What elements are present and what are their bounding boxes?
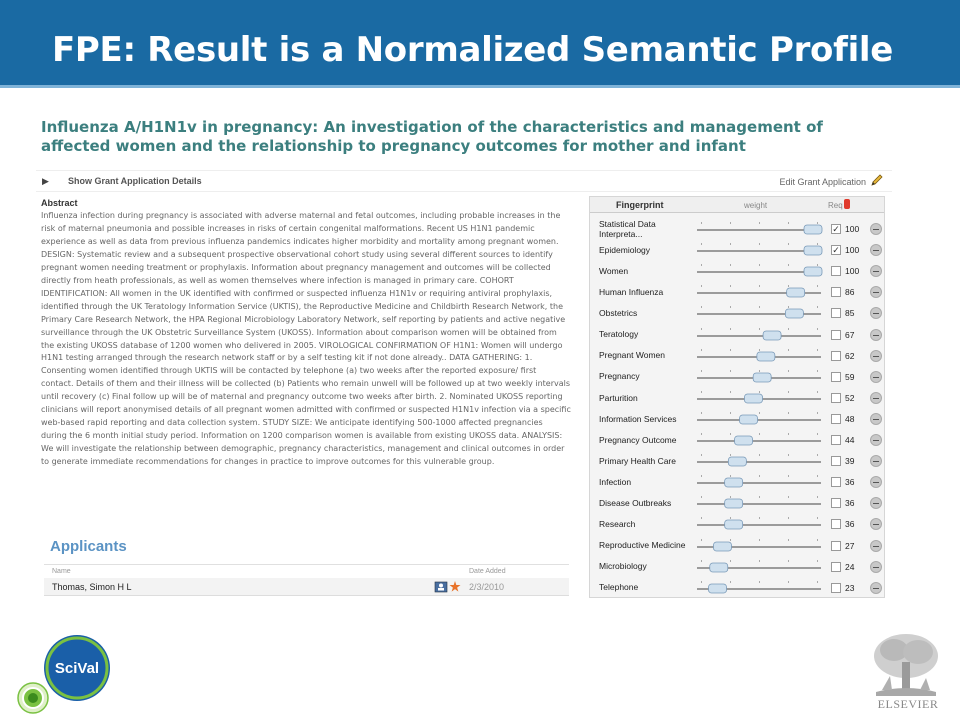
remove-term-icon[interactable] [870, 392, 882, 404]
required-checkbox[interactable] [831, 287, 841, 297]
slider-tick [701, 560, 702, 562]
slider-tick [817, 581, 818, 583]
fingerprint-row [590, 325, 884, 346]
required-checkbox[interactable]: ✓ [832, 245, 840, 256]
slider-tick [701, 285, 702, 287]
fingerprint-weight-value: 36 [845, 498, 855, 509]
slider-tick [788, 264, 789, 266]
edit-grant-link[interactable]: Edit Grant Application [779, 177, 866, 187]
slider-tick [701, 370, 702, 372]
slider-tick [701, 454, 702, 456]
slider-tick [701, 264, 702, 266]
remove-term-icon[interactable] [870, 413, 882, 425]
slider-tick [759, 306, 760, 308]
slider-tick [730, 243, 731, 245]
slider-handle [804, 267, 822, 276]
fingerprint-row [590, 451, 884, 472]
remove-term-icon[interactable] [870, 476, 882, 488]
scival-logo [17, 632, 113, 716]
slider-handle [804, 225, 822, 234]
slider-tick [759, 328, 760, 330]
slider-tick [788, 412, 789, 414]
slider-tick [730, 391, 731, 393]
slider-tick [730, 412, 731, 414]
weight-slider[interactable] [693, 391, 825, 405]
fingerprint-weight-value: 62 [845, 350, 855, 361]
slider-tick [759, 433, 760, 435]
fingerprint-row [590, 409, 884, 430]
slider-handle [787, 288, 805, 297]
fingerprint-term-label: Pregnancy [599, 371, 640, 382]
remove-term-icon[interactable] [870, 455, 882, 467]
weight-slider[interactable] [693, 475, 825, 489]
grant-title: Influenza A/H1N1v in pregnancy: An investigation of the characteristics and management of affected women and the relationship to pregnancy outcomes for mother and infant [41, 118, 823, 155]
slider-tick [788, 285, 789, 287]
remove-term-icon[interactable] [870, 307, 882, 319]
fingerprint-row [590, 388, 884, 409]
slider-tick [817, 264, 818, 266]
remove-term-icon[interactable] [870, 223, 882, 235]
fingerprint-row [590, 430, 884, 451]
slider-tick [759, 475, 760, 477]
slider-tick [788, 243, 789, 245]
fingerprint-term-label: Pregnant Women [599, 350, 665, 361]
profile-card-icon [435, 582, 447, 592]
fingerprint-term-label: Human Influenza [599, 287, 664, 298]
slider-tick [759, 412, 760, 414]
slider-handle [710, 563, 728, 572]
elsevier-wordmark: ELSEVIER [877, 697, 939, 711]
slider-tick [759, 560, 760, 562]
fingerprint-term-label: Information Services [599, 413, 677, 424]
slider-tick [730, 222, 731, 224]
applicants-table [44, 564, 569, 592]
fingerprint-row [590, 261, 884, 282]
slider-tick [759, 391, 760, 393]
slider-tick [759, 496, 760, 498]
fingerprint-weight-value: 67 [845, 329, 855, 340]
slider-handle [753, 373, 771, 382]
fingerprint-weight-value: 100 [845, 266, 860, 277]
applicant-date-added: 2/3/2010 [469, 582, 505, 592]
fingerprint-term-label: Infection [599, 476, 632, 487]
slider-tick [701, 306, 702, 308]
slider-tick [730, 475, 731, 477]
weight-slider[interactable] [693, 222, 825, 236]
slider-tick [817, 285, 818, 287]
required-checkbox[interactable] [831, 351, 841, 361]
slider-tick [788, 370, 789, 372]
slider-tick [817, 433, 818, 435]
slide-title: FPE: Result is a Normalized Semantic Profile [52, 30, 894, 70]
slider-handle [709, 584, 727, 593]
slider-handle [744, 394, 762, 403]
slider-tick [730, 285, 731, 287]
slider-track [697, 419, 821, 421]
fingerprint-header [590, 197, 884, 213]
slider-tick [788, 306, 789, 308]
fingerprint-term-label: Reproductive Medicine [599, 540, 686, 551]
remove-term-icon[interactable] [870, 350, 882, 362]
fingerprint-term-label: Women [599, 265, 629, 276]
weight-slider[interactable] [693, 264, 825, 278]
slider-handle [725, 499, 743, 508]
required-checkbox[interactable]: ✓ [832, 224, 840, 234]
slider-tick [701, 222, 702, 224]
fingerprint-weight-value: 24 [845, 561, 855, 572]
slider-tick [701, 328, 702, 330]
weight-column-label: weight [744, 201, 768, 210]
fingerprint-term-label: Primary Health Care [599, 455, 676, 466]
slider-track [697, 503, 821, 505]
slider-tick [817, 454, 818, 456]
slider-tick [701, 517, 702, 519]
required-checkbox[interactable] [831, 456, 841, 466]
slider-tick [759, 285, 760, 287]
fingerprint-row [590, 303, 884, 324]
remove-term-icon[interactable] [870, 540, 882, 552]
slider-handle [725, 478, 743, 487]
fingerprint-weight-value: 48 [845, 413, 855, 424]
remove-term-icon[interactable] [870, 286, 882, 298]
fingerprint-row [590, 282, 884, 303]
weight-slider[interactable] [693, 370, 825, 384]
slider-tick [817, 370, 818, 372]
required-checkbox[interactable] [831, 477, 841, 487]
slider-track [697, 335, 821, 337]
remove-term-icon[interactable] [870, 244, 882, 256]
slider-tick [817, 243, 818, 245]
fingerprint-term-label: Parturition [599, 392, 638, 403]
slider-tick [701, 349, 702, 351]
remove-term-icon[interactable] [870, 434, 882, 446]
required-checkbox[interactable] [831, 414, 841, 424]
applicants-heading: Applicants [50, 538, 127, 555]
fingerprint-term-label: Research [599, 519, 636, 530]
slider-tick [730, 560, 731, 562]
slider-tick [730, 517, 731, 519]
slider-tick [730, 370, 731, 372]
slider-tick [817, 496, 818, 498]
slider-handle [713, 542, 731, 551]
slider-tick [759, 539, 760, 541]
slider-handle [785, 309, 803, 318]
weight-slider[interactable] [693, 454, 825, 468]
slider-tick [701, 581, 702, 583]
slider-track [697, 271, 821, 273]
fingerprint-weight-value: 59 [845, 371, 855, 382]
weight-slider[interactable] [693, 243, 825, 257]
slider-tick [788, 581, 789, 583]
slider-tick [788, 517, 789, 519]
applicant-row[interactable] [44, 578, 569, 596]
abstract-heading: Abstract [41, 198, 78, 208]
slider-tick [788, 560, 789, 562]
grant-screenshot [36, 114, 894, 600]
slider-tick [730, 454, 731, 456]
slider-tick [788, 328, 789, 330]
slider-handle [728, 457, 746, 466]
slider-tick [701, 412, 702, 414]
remove-term-icon[interactable] [870, 582, 882, 594]
required-checkbox[interactable] [831, 308, 841, 318]
required-marker-icon [844, 199, 850, 209]
required-checkbox[interactable] [831, 266, 841, 276]
remove-term-icon[interactable] [870, 497, 882, 509]
slide-header [0, 0, 960, 88]
slider-tick [759, 454, 760, 456]
fingerprint-term-label: Telephone [599, 582, 639, 593]
weight-slider[interactable] [693, 496, 825, 510]
slider-tick [817, 349, 818, 351]
fingerprint-term-label: Microbiology [599, 561, 647, 572]
fingerprint-row [590, 493, 884, 514]
slider-tick [730, 349, 731, 351]
slider-tick [730, 496, 731, 498]
show-details-link[interactable]: Show Grant Application Details [68, 176, 202, 186]
fingerprint-term-label: Disease Outbreaks [599, 498, 672, 509]
fingerprint-term-label: Pregnancy Outcome [599, 434, 677, 445]
slider-tick [817, 391, 818, 393]
slider-tick [759, 581, 760, 583]
remove-term-icon[interactable] [870, 561, 882, 573]
fingerprint-weight-value: 100 [845, 224, 860, 234]
abstract-text: Influenza infection during pregnancy is associated with adverse maternal and fetal outcomes, including probable increases in the risk of maternal pneumonia and possible increases in risks of certain congenital malformations. Recent US H1N1 pandemic experience as well as data from previous influenza pandemics indicates higher morbidity and mortality among pregnant women. DESIGN: Systematic review and a subsequent prospective observational cohort study using several different sources to identify pregnant women needing treatment or prophylaxis. Information about pregnancy management and outcomes will be collected directly from heath professionals, as well as women themselves where infection is managed in primary care. COHORT IDENTIFICATION: All women in the UK identified with confirmed or suspected influenza H1N1v or requiring antiviral prophylaxis, identified through the UK Teratology Information Service (UKTIS), the Reproductive Medicine and Childbirth Research Network, the Primary Care Research Network, the HPA Regional Microbiology Laboratory Network, self reporting by patients and active negative surveillance through the UK Obstetric Surveillance System (UKOSS). Information about comparison women will be obtained from the existing UKOSS database of 1200 women who delivered in 2005. VIROLOGICAL CONFIRMATION OF H1N1: Women will undergo H1N1 testing arranged through the research network staff or by a self testing kit if not done already.. DATA GATHERING: 1. Consenting women identified through UKTIS will be contacted by telephone (a) two weeks after the reported exposure/ first contact. Details of them and their illness will be collected (b) Patients who remain unwell will be followed up at two weekly intervals until recovery (c) Final follow up will be of maternal and pregnancy outcome two weeks after birth. 2. Nominated UKOSS reporting clinicians will report anonymised details of all pregnant women admitted with confirmed or suspected H1N1v infection via a specific web-based rapid reporting and data collection system. STUDY SIZE: We anticipate identifying 500-1000 affected pregnancies during the 6 month initial study period. Information on 1200 comparison women is available from existing UKOSS data. ANALYSIS: We will investigate the relationship between demographic, pregnancy characteristics, management and clinical outcomes in order to generate immediate recommendations for changes in practice to improve outcomes for this vulnerable group. [41, 211, 571, 467]
fingerprint-row [590, 557, 884, 578]
slider-tick [730, 264, 731, 266]
slider-tick [759, 243, 760, 245]
expand-arrow-icon[interactable]: ▶ [42, 176, 49, 186]
slider-tick [817, 222, 818, 224]
fingerprint-panel [589, 196, 885, 598]
fingerprint-weight-value: 39 [845, 456, 855, 467]
slider-tick [759, 349, 760, 351]
slider-tick [817, 328, 818, 330]
weight-slider[interactable] [693, 560, 825, 574]
remove-term-icon[interactable] [870, 265, 882, 277]
req-column-label: Req [828, 201, 843, 210]
slider-tick [817, 412, 818, 414]
slider-tick [817, 560, 818, 562]
slider-tick [701, 391, 702, 393]
required-checkbox[interactable] [831, 393, 841, 403]
slider-tick [701, 433, 702, 435]
required-checkbox[interactable] [831, 330, 841, 340]
slider-tick [788, 349, 789, 351]
slider-handle [757, 352, 775, 361]
slider-tick [817, 306, 818, 308]
slider-handle [735, 436, 753, 445]
weight-slider[interactable] [693, 328, 825, 342]
fingerprint-term-label: Obstetrics [599, 308, 638, 319]
remove-term-icon[interactable] [870, 518, 882, 530]
column-header-name: Name [52, 568, 71, 575]
fingerprint-weight-value: 44 [845, 435, 855, 445]
fingerprint-weight-value: 27 [845, 540, 855, 551]
required-checkbox[interactable] [831, 435, 841, 445]
fingerprint-weight-value: 85 [845, 308, 855, 319]
slider-tick [788, 496, 789, 498]
slider-tick [730, 581, 731, 583]
fingerprint-title: Fingerprint [616, 200, 664, 210]
slider-tick [817, 539, 818, 541]
fingerprint-row [590, 472, 884, 493]
fingerprint-row [590, 514, 884, 535]
remove-term-icon[interactable] [870, 329, 882, 341]
slider-tick [759, 517, 760, 519]
slider-tick [817, 475, 818, 477]
slider-handle [763, 331, 781, 340]
fingerprint-term-label: Teratology [599, 329, 639, 340]
weight-slider[interactable] [693, 285, 825, 299]
fingerprint-row [590, 219, 884, 240]
slider-tick [788, 539, 789, 541]
fingerprint-row [590, 578, 884, 599]
slider-tick [730, 306, 731, 308]
fingerprint-weight-value: 36 [845, 519, 855, 530]
slider-tick [701, 475, 702, 477]
required-checkbox[interactable] [831, 583, 841, 593]
slider-track [697, 229, 821, 231]
required-checkbox[interactable] [831, 541, 841, 551]
slider-tick [817, 517, 818, 519]
fingerprint-row [590, 367, 884, 388]
scival-logo-text: SciVal [54, 660, 100, 677]
pencil-icon[interactable] [870, 173, 884, 187]
slider-tick [788, 454, 789, 456]
slider-tick [701, 496, 702, 498]
fingerprint-weight-value: 86 [845, 287, 855, 298]
slider-track [697, 440, 821, 442]
weight-slider[interactable] [693, 433, 825, 447]
weight-slider[interactable] [693, 349, 825, 363]
weight-slider[interactable] [693, 412, 825, 426]
slider-track [697, 482, 821, 484]
column-header-date: Date Added [469, 568, 506, 575]
fingerprint-weight-value: 100 [845, 245, 860, 256]
slider-tick [788, 433, 789, 435]
details-bar [36, 170, 892, 192]
slider-track [697, 461, 821, 463]
fingerprint-weight-value: 23 [845, 582, 855, 593]
slider-tick [759, 222, 760, 224]
slider-tick [788, 391, 789, 393]
slider-tick [788, 475, 789, 477]
required-checkbox[interactable] [831, 372, 841, 382]
weight-slider[interactable] [693, 539, 825, 553]
slider-track [697, 524, 821, 526]
slider-tick [730, 539, 731, 541]
remove-term-icon[interactable] [870, 371, 882, 383]
fingerprint-row [590, 536, 884, 557]
fingerprint-term-label: Statistical Data Interpreta... [599, 219, 656, 239]
required-checkbox[interactable] [831, 498, 841, 508]
applicant-name: Thomas, Simon H L [52, 582, 132, 592]
fingerprint-term-label: Epidemiology [599, 244, 651, 255]
weight-slider[interactable] [693, 581, 825, 595]
star-icon [450, 581, 461, 592]
slider-handle [804, 246, 822, 255]
applicant-icons[interactable] [434, 579, 464, 595]
fingerprint-row [590, 240, 884, 261]
fingerprint-weight-value: 36 [845, 477, 855, 488]
weight-slider[interactable] [693, 306, 825, 320]
slider-tick [788, 222, 789, 224]
slider-tick [701, 243, 702, 245]
slider-tick [730, 433, 731, 435]
required-checkbox[interactable] [831, 562, 841, 572]
slider-handle [725, 520, 743, 529]
fingerprint-row [590, 346, 884, 367]
required-checkbox[interactable] [831, 519, 841, 529]
slider-handle [740, 415, 758, 424]
weight-slider[interactable] [693, 517, 825, 531]
slider-tick [701, 539, 702, 541]
slider-tick [759, 264, 760, 266]
slider-tick [759, 370, 760, 372]
slider-tick [730, 328, 731, 330]
slider-track [697, 250, 821, 252]
fingerprint-weight-value: 52 [845, 392, 855, 403]
